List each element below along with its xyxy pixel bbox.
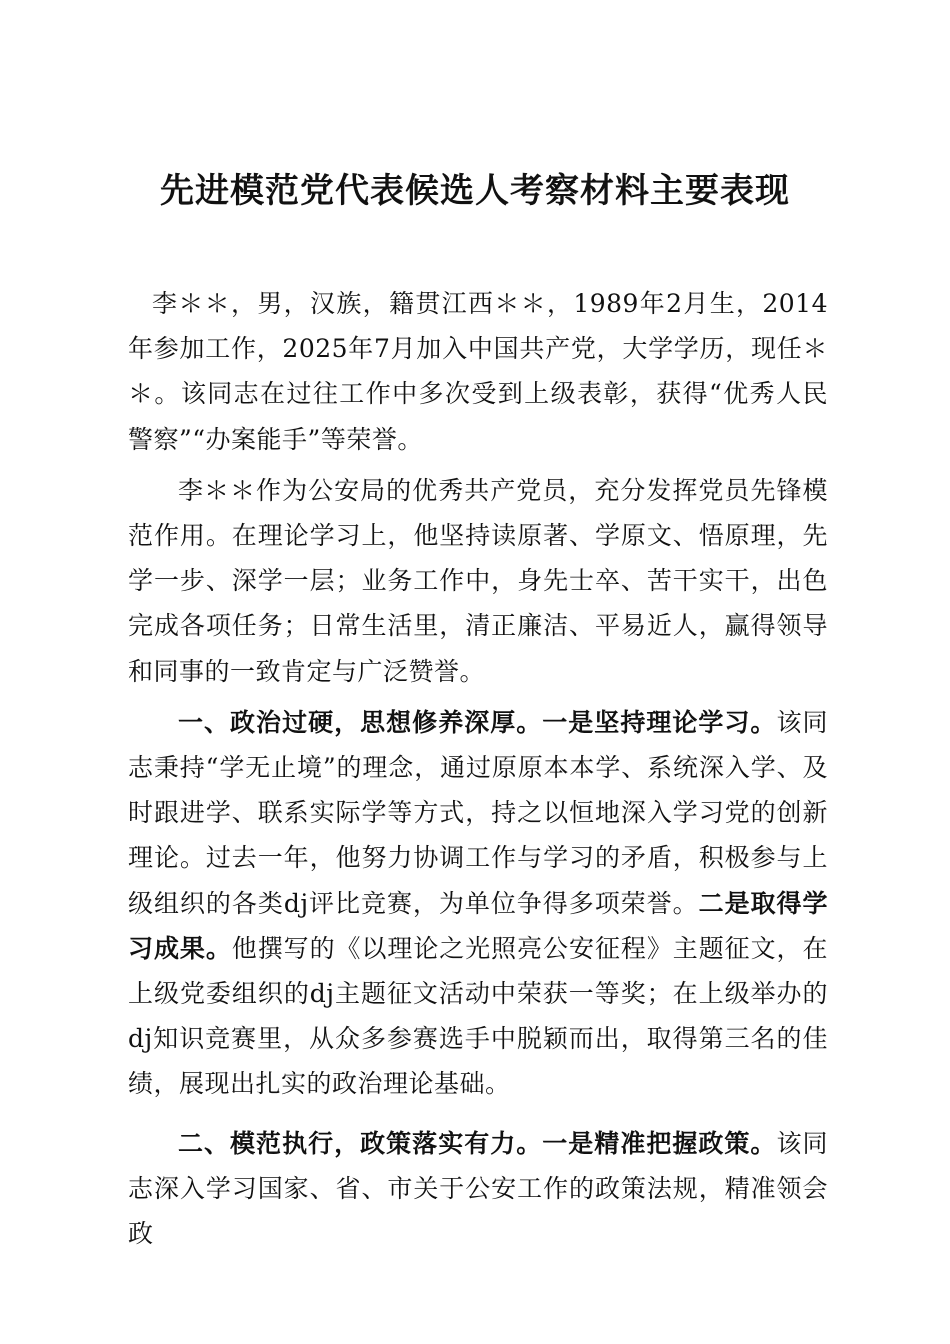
section-1-paragraph <box>128 700 828 1107</box>
section-2-point-1-title: 一是精准把握政策。 <box>542 1128 777 1158</box>
document-body <box>128 281 828 1256</box>
section-1-point-2-title: 二是取得学习成果。 <box>128 888 828 963</box>
section-1-heading: 一、政治过硬，思想修养深厚。 <box>178 707 543 737</box>
section-2-heading: 二、模范执行，政策落实有力。 <box>178 1128 543 1158</box>
section-1-point-1-text: 该同志秉持“学无止境”的理念，通过原原本本学、系统深入学、及时跟进学、联系实际学等方式，持之以恒地深入学习党的创新理论。过去一年，他努力协调工作与学习的矛盾，积极参与上级组织的各类dj评比竞赛，为单位争得多项荣誉。 <box>128 707 828 918</box>
section-1-point-1-title: 一是坚持理论学习。 <box>542 707 777 737</box>
section-1-point-2-text: 他撰写的《以理论之光照亮公安征程》主题征文，在上级党委组织的dj主题征文活动中荣获一等奖；在上级举办的dj知识竞赛里，从众多参赛选手中脱颖而出，取得第三名的佳绩，展现出扎实的政治理论基础。 <box>128 933 828 1099</box>
document-title: 先进模范党代表候选人考察材料主要表现 <box>160 171 790 211</box>
section-2-point-1-text: 该同志深入学习国家、省、市关于公安工作的政策法规，精准领会政 <box>128 1128 828 1249</box>
section-2-paragraph <box>128 1121 828 1257</box>
summary-paragraph: 李＊＊作为公安局的优秀共产党员，充分发挥党员先锋模范作用。在理论学习上，他坚持读原著、学原文、悟原理，先学一步、深学一层；业务工作中，身先士卒、苦干实干，出色完成各项任务；日常生活里，清正廉洁、平易近人，赢得领导和同事的一致肯定与广泛赞誉。 <box>128 475 828 686</box>
intro-paragraph: 李＊＊，男，汉族，籍贯江西＊＊，1989年2月生，2014年参加工作，2025年7月加入中国共产党，大学学历，现任＊＊。该同志在过往工作中多次受到上级表彰，获得“优秀人民警察”“办案能手”等荣誉。 <box>128 289 828 454</box>
